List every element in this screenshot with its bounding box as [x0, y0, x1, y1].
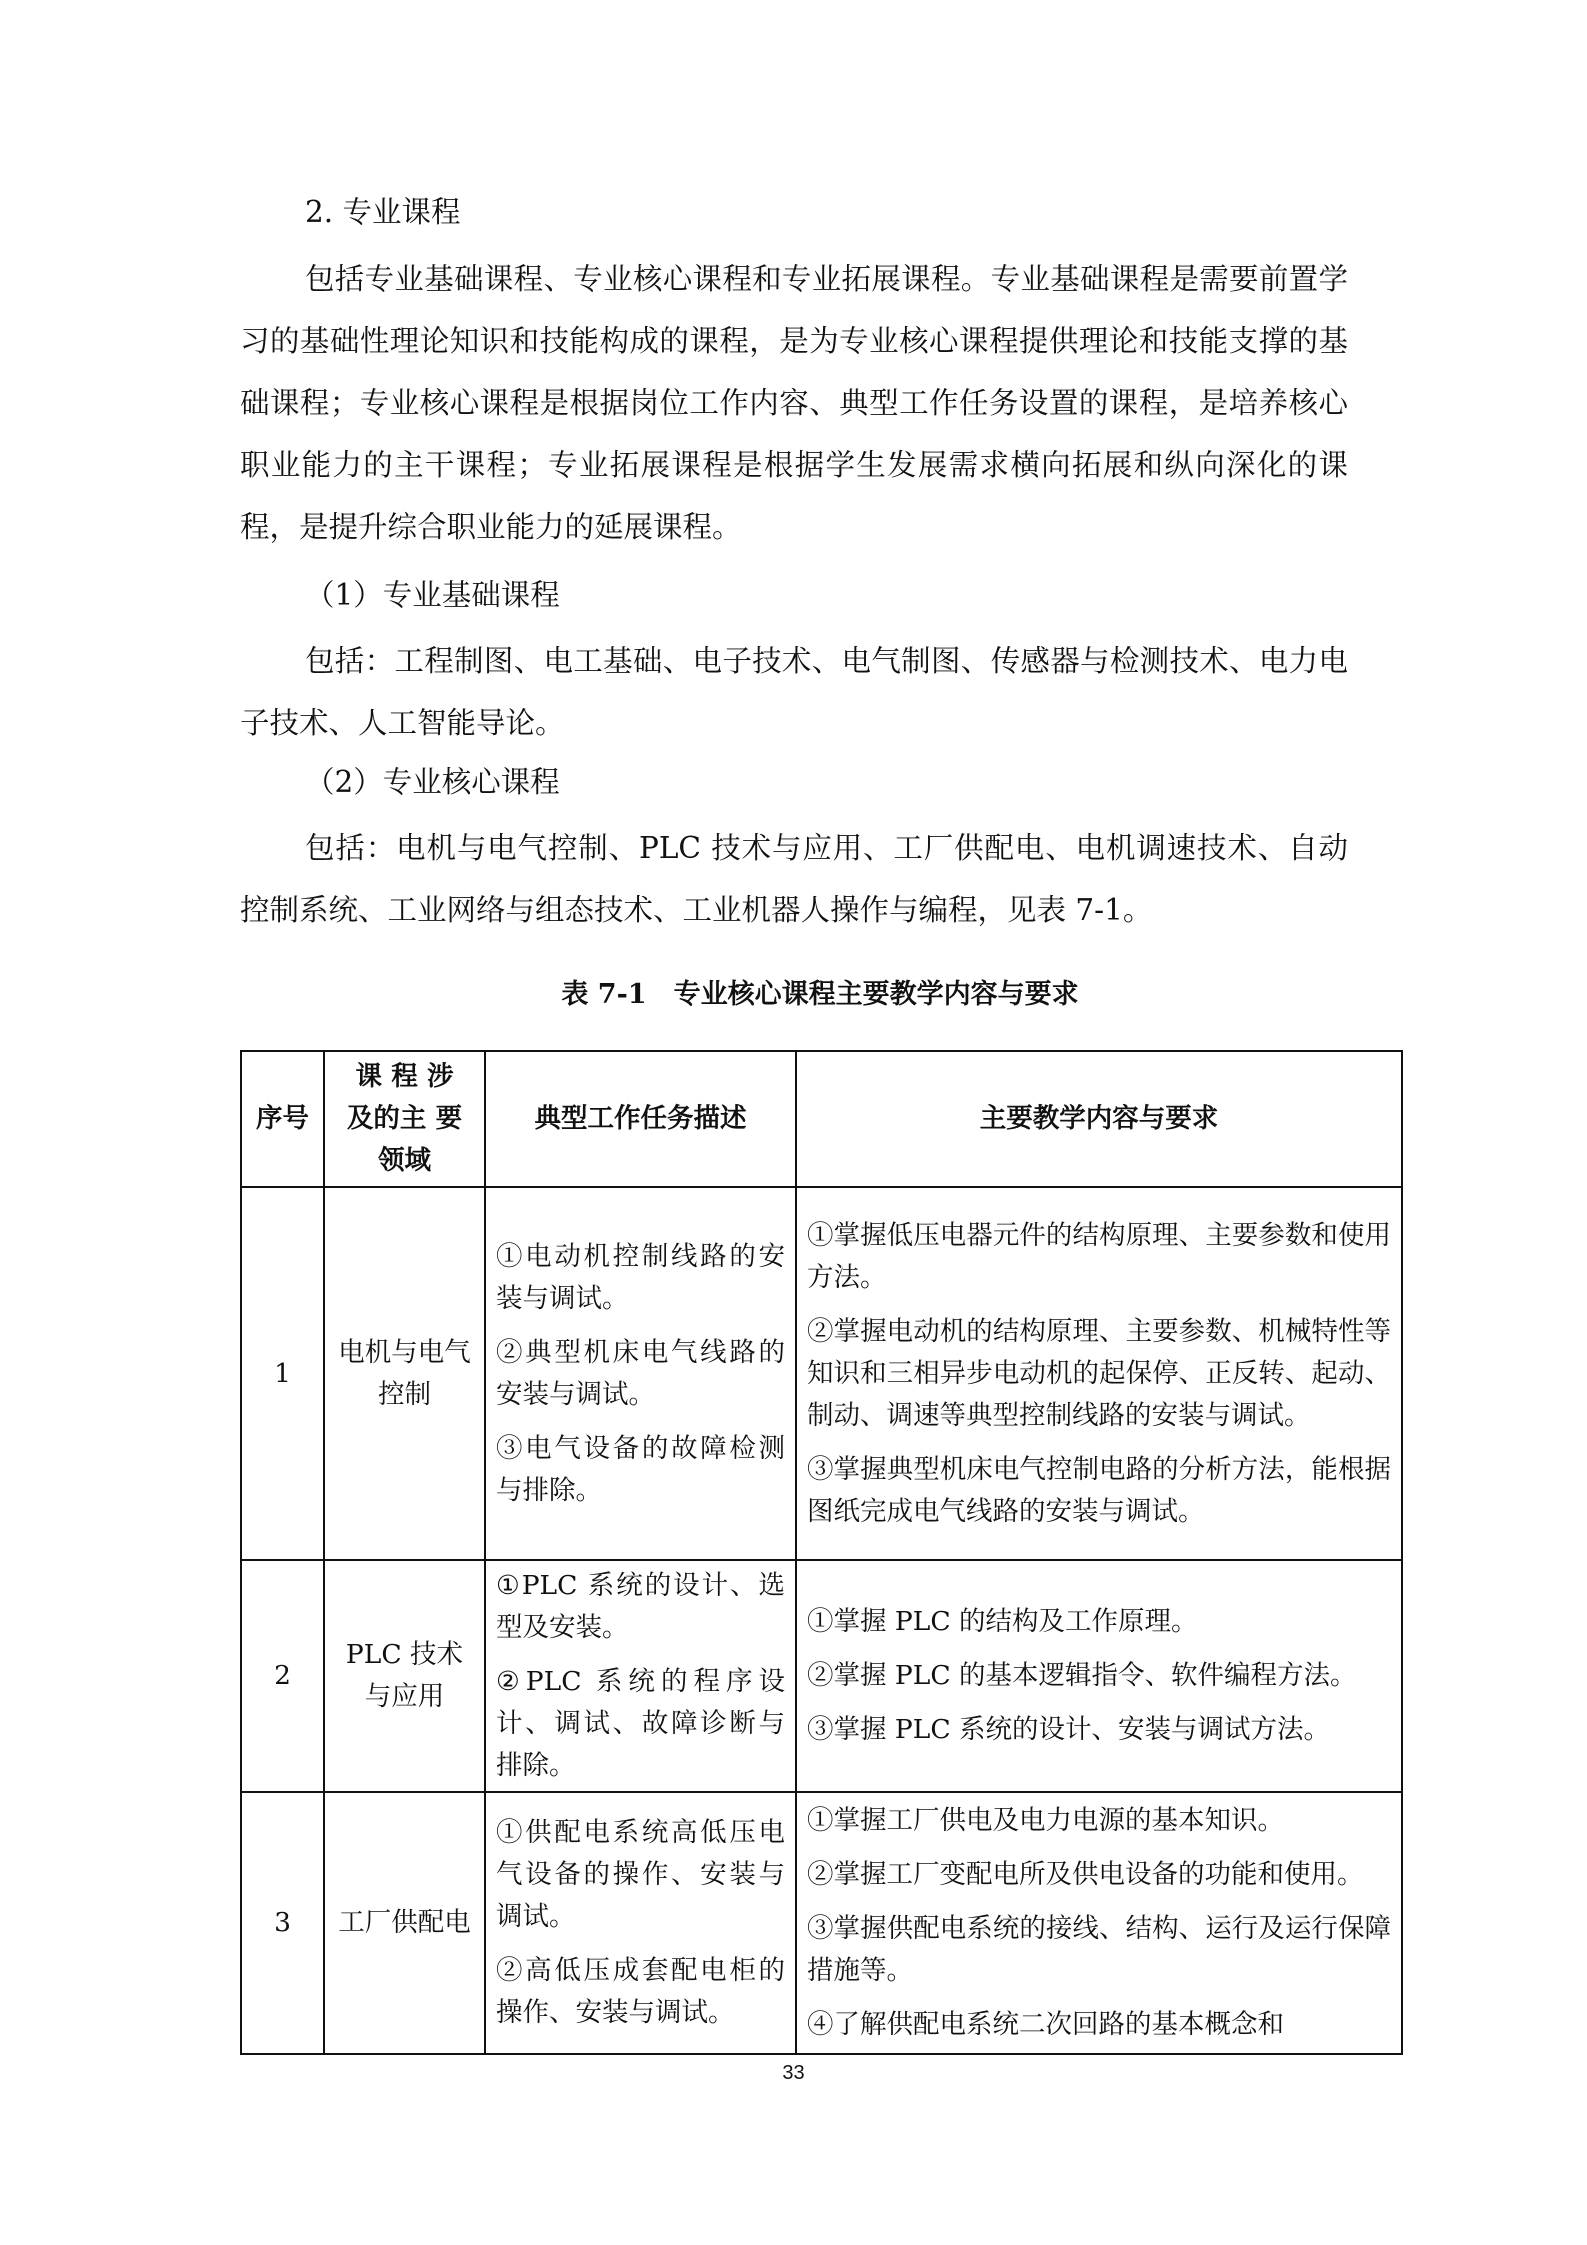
task-item: ①供配电系统高低压电气设备的操作、安装与调试。	[496, 1817, 785, 1932]
table-row	[241, 1560, 1402, 1792]
course-area: 电机与电气控制	[324, 1187, 485, 1560]
foundation-paragraph: 包括：工程制图、电工基础、电子技术、电气制图、传感器与检测技术、电力电子技术、人工智能导论。	[240, 644, 1348, 740]
requirement-item: ①掌握 PLC 的结构及工作原理。	[807, 1606, 1198, 1637]
requirement-item: ②掌握电动机的结构原理、主要参数、机械特性等知识和三相异步电动机的起保停、正反转、起动、制动、调速等典型控制线路的安装与调试。	[807, 1315, 1391, 1431]
task-cell	[485, 1187, 796, 1560]
task-item: ①PLC 系统的设计、选型及安装。	[496, 1570, 785, 1643]
core-courses-table	[240, 1050, 1403, 2055]
task-item: ②高低压成套配电柜的操作、安装与调试。	[496, 1955, 785, 2028]
section-heading: 2. 专业课程	[305, 195, 461, 229]
task-cell	[485, 1792, 796, 2054]
header-req: 主要教学内容与要求	[796, 1051, 1402, 1187]
requirement-item: ④了解供配电系统二次回路的基本概念和	[807, 2009, 1284, 2040]
core-heading: （2）专业核心课程	[305, 765, 560, 799]
foundation-heading: （1）专业基础课程	[305, 578, 560, 612]
page-number: 33	[782, 2062, 805, 2084]
row-number: 1	[241, 1187, 324, 1560]
table-row	[241, 1187, 1402, 1560]
task-item: ②典型机床电气线路的安装与调试。	[496, 1336, 785, 1410]
requirement-cell	[796, 1560, 1402, 1792]
requirement-item: ①掌握工厂供电及电力电源的基本知识。	[807, 1805, 1284, 1836]
header-no: 序号	[241, 1051, 324, 1187]
task-item: ②PLC 系统的程序设计、调试、故障诊断与排除。	[496, 1666, 785, 1781]
requirement-item: ③掌握典型机床电气控制电路的分析方法，能根据图纸完成电气线路的安装与调试。	[807, 1453, 1391, 1527]
row-number: 3	[241, 1792, 324, 2054]
course-area: PLC 技术与应用	[324, 1560, 485, 1792]
header-task: 典型工作任务描述	[485, 1051, 796, 1187]
header-area: 课 程 涉 及的主 要领域	[324, 1051, 485, 1187]
task-item: ③电气设备的故障检测与排除。	[496, 1432, 785, 1506]
intro-paragraph: 包括专业基础课程、专业核心课程和专业拓展课程。专业基础课程是需要前置学习的基础性理论知识和技能构成的课程，是为专业核心课程提供理论和技能支撑的基础课程；专业核心课程是根据岗位工作内容、典型工作任务设置的课程，是培养核心职业能力的主干课程；专业拓展课程是根据学生发展需求横向拓展和纵向深化的课程，是提升综合职业能力的延展课程。	[240, 262, 1348, 544]
course-area: 工厂供配电	[324, 1792, 485, 2054]
task-item: ①电动机控制线路的安装与调试。	[496, 1240, 785, 1314]
requirement-item: ①掌握低压电器元件的结构原理、主要参数和使用方法。	[807, 1219, 1391, 1293]
task-cell	[485, 1560, 796, 1792]
requirement-cell	[796, 1187, 1402, 1560]
requirement-item: ②掌握工厂变配电所及供电设备的功能和使用。	[807, 1859, 1364, 1890]
requirement-item: ③掌握供配电系统的接线、结构、运行及运行保障措施等。	[807, 1913, 1391, 1986]
table-header-row	[241, 1051, 1402, 1187]
table-caption: 表 7-1 专业核心课程主要教学内容与要求	[561, 979, 1079, 1010]
core-paragraph: 包括：电机与电气控制、PLC 技术与应用、工厂供配电、电机调速技术、自动控制系统、工业网络与组态技术、工业机器人操作与编程，见表 7-1。	[240, 831, 1348, 927]
requirement-item: ③掌握 PLC 系统的设计、安装与调试方法。	[807, 1714, 1331, 1745]
table-row	[241, 1792, 1402, 2054]
row-number: 2	[241, 1560, 324, 1792]
requirement-item: ②掌握 PLC 的基本逻辑指令、软件编程方法。	[807, 1660, 1357, 1691]
requirement-cell	[796, 1792, 1402, 2054]
